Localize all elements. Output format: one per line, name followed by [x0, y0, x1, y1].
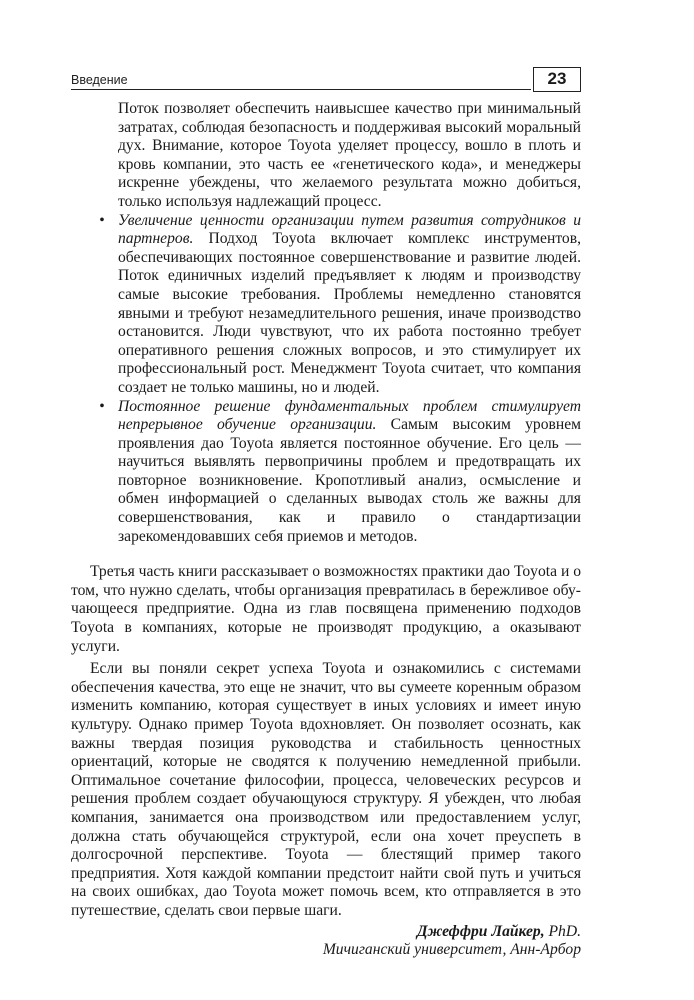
author-affiliation: Мичиганский университет, Анн-Арбор	[322, 941, 581, 959]
author-degree: PhD.	[544, 922, 581, 940]
body-paragraph: Если вы поняли секрет успеха Toyota и ознакомились с системами обеспечения качества, это еще не значит, что вы сумеете коренным образом изменить компанию, которая существует в иных условиях и имеет иную культуру. Однако пример Toyota вдохновляет. Он позволяет осознать, как важны твердая позиция руководства и стабильность ценностных ориентаций, которые не сводятся к получению немедленной прибыли. Оптимальное сочетание философии, процесса, человеческих ресурсов и решения проблем создает обучающуюся структуру. Я убежден, что любая компания, занимается она производством или предоставлением услуг, должна стать обучающейся структурой, если она хочет преуспеть в долгосрочной перспективе. Toyota — блестящий пример такого предприятия. Хотя каждой компании предстоит найти свой путь и учиться на своих ошибках, дао Toyota может помочь всем, кто отправляется в это путешествие, сделать свои первые шаги.	[71, 660, 581, 919]
header-rule	[71, 89, 531, 90]
author-signature	[71, 923, 581, 942]
page-number: 23	[533, 67, 581, 92]
bullet-item	[99, 397, 581, 547]
running-header	[71, 67, 581, 92]
bullet-item	[99, 211, 581, 398]
body-paragraph: Третья часть книги рассказывает о возможностях практики дао Toyota и о том, что нужно сделать, чтобы организация превратилась в бережливое обучающееся предприятие. Одна из глав посвящена применению подходов Toyota в компаниях, которые не производят продукцию, а оказывают услуги.	[71, 563, 581, 655]
bullet-icon: •	[99, 211, 105, 229]
author-name: Джеффри Лайкер,	[416, 922, 545, 940]
bullet-text: Самым высоким уровнем проявления дао Toyota является постоянное обучение. Его цель — научиться выявлять первопричины проблем и предотвращать их повторное возникновение. Кропотливый анализ, осмысление и обмен информацией о сделанных выводах столь же важны для совершенствования, как и правило о стандартизации зарекомендовавших себя приемов и методов.	[118, 416, 581, 545]
page-body	[71, 100, 581, 960]
bullet-lead: Увеличение ценности организации путем развития сотрудников и партнеров.	[118, 211, 581, 248]
continuation-paragraph: Поток позволяет обеспечить наивысшее качество при минимальный затратах, соблюдая безопасность и поддерживая высокий моральный дух. Внимание, которое Toyota уделяет процессу, вошло в плоть и кровь компании, это часть ее «генетического кода», и менеджеры искренне убеждены, что желаемого результата можно добиться, только используя надлежащий процесс.	[118, 100, 581, 210]
bullet-icon: •	[99, 397, 105, 415]
section-title: Введение	[71, 73, 128, 87]
bullet-lead: Постоянное решение фундаментальных проблем стимулирует непрерывное обучение организации.	[118, 397, 581, 434]
bullet-text: Подход Toyota включает комплекс инструментов, обеспечивающих постоянное совершенствование и развитие людей. Поток единичных изделий предъявляет к людям и производству самые высокие требования. Проблемы немедленно становятся явными и требуют незамедлительного решения, иначе производство остановится. Люди чувствуют, что их работа постоянно требует оперативного решения сложных вопросов, и это стимулирует их профессиональный рост. Менеджмент Toyota считает, что компания создает не только машины, но и людей.	[118, 230, 581, 396]
bullet-list	[71, 212, 581, 547]
